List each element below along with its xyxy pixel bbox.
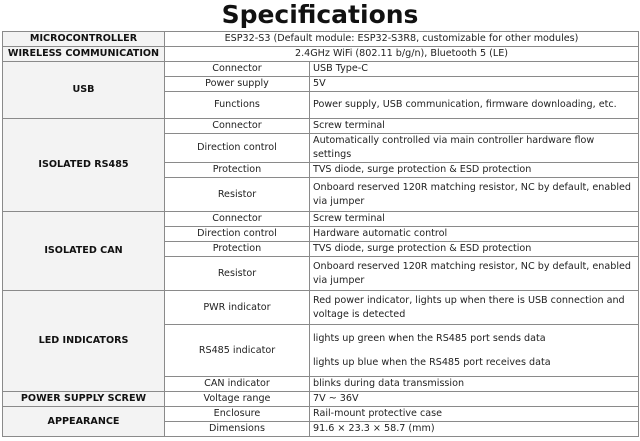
microcontroller-value: ESP32-S3 (Default module: ESP32-S3R8, customizable for other modules) — [165, 32, 639, 47]
can-direction-value: Hardware automatic control — [310, 227, 639, 242]
usb-functions-value: Power supply, USB communication, firmware downloading, etc. — [310, 92, 639, 119]
enclosure-label: Enclosure — [165, 407, 310, 422]
category-led: LED INDICATORS — [3, 291, 165, 392]
category-usb: USB — [3, 62, 165, 119]
table-row — [3, 291, 639, 325]
usb-connector-value: USB Type-C — [310, 62, 639, 77]
usb-connector-label: Connector — [165, 62, 310, 77]
table-row — [3, 392, 639, 407]
can-indicator-label: CAN indicator — [165, 377, 310, 392]
voltage-range-label: Voltage range — [165, 392, 310, 407]
rs485-protection-value: TVS diode, surge protection & ESD protection — [310, 163, 639, 178]
usb-power-value: 5V — [310, 77, 639, 92]
table-row — [3, 32, 639, 47]
rs485-resistor-value: Onboard reserved 120R matching resistor, NC by default, enabled via jumper — [310, 178, 639, 212]
dimensions-label: Dimensions — [165, 422, 310, 437]
usb-power-label: Power supply — [165, 77, 310, 92]
category-power-supply: POWER SUPPLY SCREW — [3, 392, 165, 407]
can-connector-label: Connector — [165, 212, 310, 227]
table-row — [3, 119, 639, 134]
rs485-indicator-send: lights up green when the RS485 port sends data — [313, 332, 546, 344]
category-rs485: ISOLATED RS485 — [3, 119, 165, 212]
rs485-connector-label: Connector — [165, 119, 310, 134]
rs485-direction-label: Direction control — [165, 134, 310, 163]
table-row — [3, 62, 639, 77]
voltage-range-value: 7V ~ 36V — [310, 392, 639, 407]
page-title: Specifications — [221, 0, 419, 29]
category-appearance: APPEARANCE — [3, 407, 165, 437]
can-indicator-value: blinks during data transmission — [310, 377, 639, 392]
pwr-indicator-value: Red power indicator, lights up when there is USB connection and voltage is detected — [310, 291, 639, 325]
can-resistor-label: Resistor — [165, 257, 310, 291]
can-direction-label: Direction control — [165, 227, 310, 242]
can-resistor-value: Onboard reserved 120R matching resistor, NC by default, enabled via jumper — [310, 257, 639, 291]
table-row — [3, 212, 639, 227]
rs485-indicator-label: RS485 indicator — [165, 325, 310, 377]
category-microcontroller: MICROCONTROLLER — [3, 32, 165, 47]
wireless-value: 2.4GHz WiFi (802.11 b/g/n), Bluetooth 5 (LE) — [165, 47, 639, 62]
table-row — [3, 407, 639, 422]
dimensions-value: 91.6 × 23.3 × 58.7 (mm) — [310, 422, 639, 437]
enclosure-value: Rail-mount protective case — [310, 407, 639, 422]
rs485-protection-label: Protection — [165, 163, 310, 178]
specifications-table — [2, 31, 639, 437]
usb-functions-label: Functions — [165, 92, 310, 119]
category-can: ISOLATED CAN — [3, 212, 165, 291]
rs485-resistor-label: Resistor — [165, 178, 310, 212]
pwr-indicator-label: PWR indicator — [165, 291, 310, 325]
table-row — [3, 47, 639, 62]
rs485-connector-value: Screw terminal — [310, 119, 639, 134]
can-connector-value: Screw terminal — [310, 212, 639, 227]
category-wireless: WIRELESS COMMUNICATION — [3, 47, 165, 62]
rs485-indicator-receive: lights up blue when the RS485 port receives data — [313, 356, 551, 368]
rs485-direction-value: Automatically controlled via main controller hardware flow settings — [310, 134, 639, 163]
can-protection-label: Protection — [165, 242, 310, 257]
rs485-indicator-value — [310, 325, 639, 377]
can-protection-value: TVS diode, surge protection & ESD protection — [310, 242, 639, 257]
